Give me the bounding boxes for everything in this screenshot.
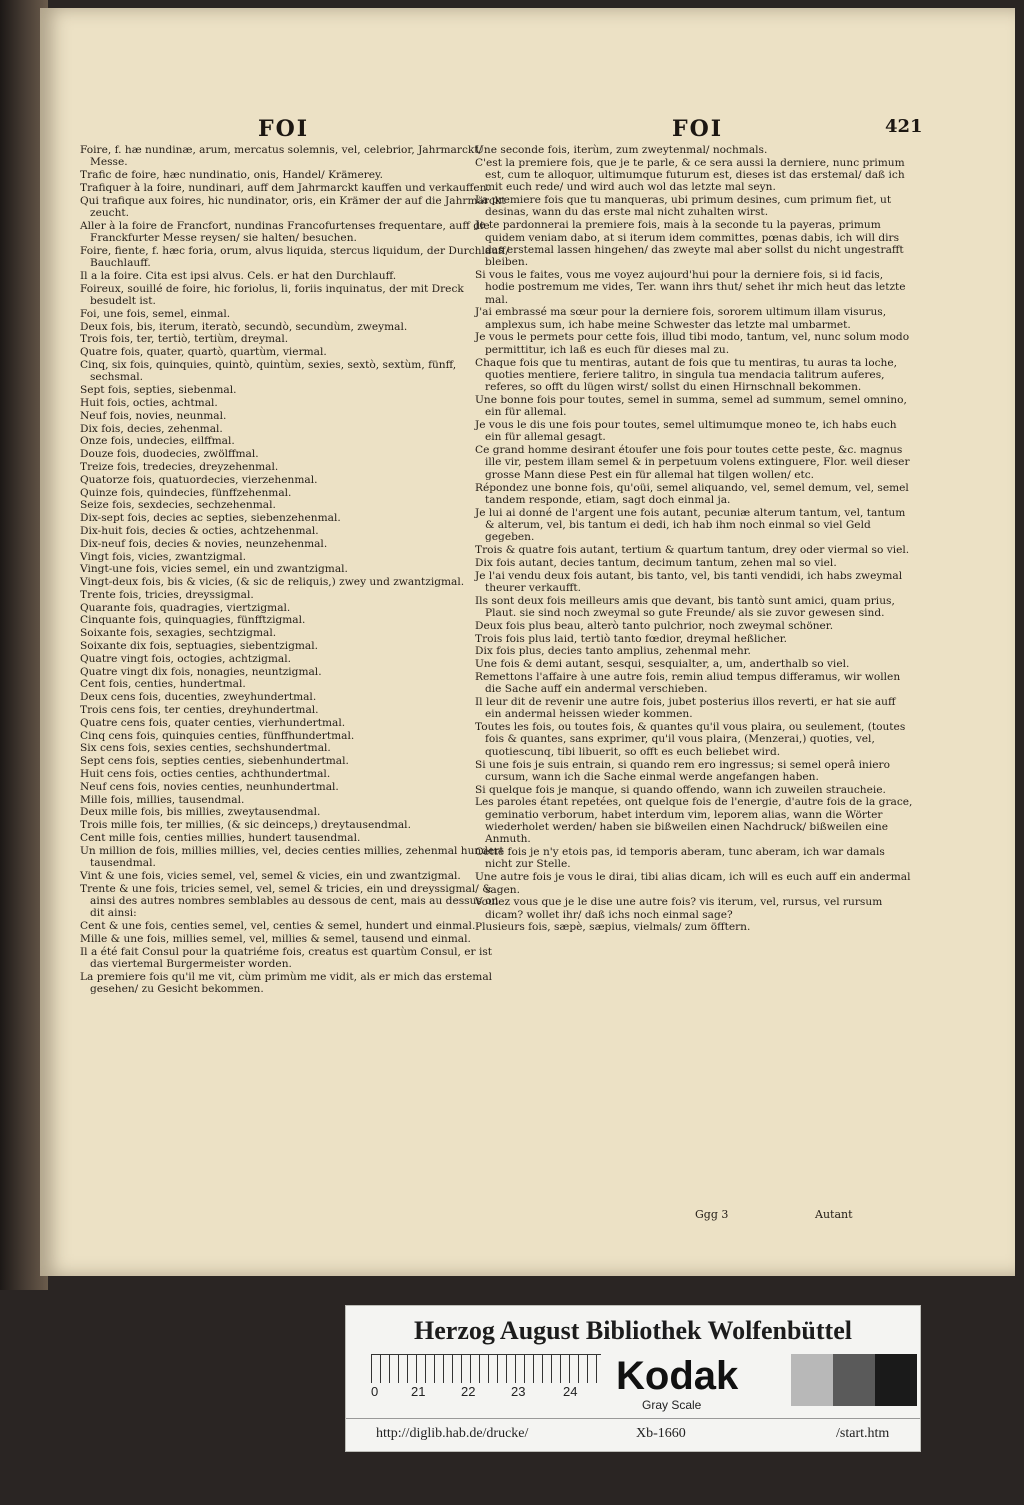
dictionary-entry: Douze fois, duodecies, zwölffmal. <box>80 448 259 461</box>
dictionary-entry: La premiere fois que tu manqueras, ubi primum desines, cum primum fiet, ut desinas, wann du das erste mal nicht zuhalten wirst. <box>475 194 892 219</box>
ruler-number: 0 <box>371 1384 379 1399</box>
dictionary-entry: Huit fois, octies, achtmal. <box>80 396 218 409</box>
dictionary-entry: Foireux, souillé de foire, hic foriolus, li, foriis inquinatus, der mit Dreck besudelt ist. <box>80 282 464 308</box>
dictionary-entry: Ils sont deux fois meilleurs amis que devant, bis tantò sunt amici, quam prius, Plaut. sie sind noch zweymal so gute Freunde/ als sie zuvor gewesen sind. <box>475 594 895 619</box>
dictionary-entry: Vingt-deux fois, bis & vicies, (& sic de reliquis,) zwey und zwantzigmal. <box>80 576 465 589</box>
gray-scale-label: Gray Scale <box>642 1398 702 1412</box>
dictionary-entry: Dix fois plus, decies tanto amplius, zehenmal mehr. <box>475 645 751 658</box>
dictionary-entry: Toutes les fois, ou toutes fois, & quantes qu'il vous plaira, ou seulement, (toutes fois & quantes, sans exprimer, qu'il vous plaira, (Menzerai,) quoties, vel, quotiescunq, tibi libuerit, so offt es euch beliebet wird. <box>475 721 906 758</box>
dictionary-entry: Plusieurs fois, sæpè, sæpius, vielmals/ zum öfftern. <box>475 921 751 934</box>
dictionary-entry: Soixante dix fois, septuagies, siebentzigmal. <box>80 640 318 653</box>
page-number: 421 <box>885 116 923 137</box>
dictionary-entry: Je vous le permets pour cette fois, illud tibi modo, tantum, vel, nunc solum modo permittitur, ich laß es euch für dieses mal zu. <box>475 331 910 356</box>
ruler-ticks <box>371 1355 601 1383</box>
dictionary-entry: Neuf fois, novies, neunmal. <box>80 409 227 422</box>
dictionary-entry: Six cens fois, sexies centies, sechshundertmal. <box>80 742 331 755</box>
ruler-number: 24 <box>563 1384 578 1399</box>
dictionary-entry: Trafic de foire, hæc nundinatio, onis, Handel/ Krämerey. <box>80 169 384 182</box>
dictionary-entry: Cent fois, centies, hundertmal. <box>80 678 246 691</box>
dictionary-entry: J'ai embrassé ma sœur pour la derniere fois, sororem ultimum illam visurus, amplexus sum, ich habe meine Schwester das letzte mal umbarmet. <box>475 306 887 331</box>
dictionary-entry: Huit cens fois, octies centies, achthundertmal. <box>80 768 331 781</box>
ruler-number: 22 <box>461 1384 476 1399</box>
dictionary-entry: Foire, fiente, f. hæc foria, orum, alvus liquida, stercus liquidum, der Durchlauff/ Bauchlauff. <box>80 244 510 270</box>
dictionary-entry: Quatorze fois, quatuordecies, vierzehenmal. <box>80 473 318 486</box>
dictionary-entry: Dix-neuf fois, decies & novies, neunzehenmal. <box>80 537 328 550</box>
library-title: Herzog August Bibliothek Wolfenbüttel <box>414 1316 852 1345</box>
dictionary-entry: Il a été fait Consul pour la quatriéme fois, creatus est quartùm Consul, er ist das viertemal Burgermeister worden. <box>80 945 493 970</box>
dictionary-entry: Trafiquer à la foire, nundinari, auff dem Jahrmarckt kauffen und verkauffen. <box>80 181 490 194</box>
catchword: Autant <box>815 1208 853 1221</box>
dictionary-entry: Foire, f. hæ nundinæ, arum, mercatus solemnis, vel, celebrior, Jahrmarckt/ Messe. <box>80 144 483 169</box>
dictionary-entry: Soixante fois, sexagies, sechtzigmal. <box>80 627 277 640</box>
dictionary-entry: Ce grand homme desirant étoufer une fois pour toutes cette peste, &c. magnus ille vir, pestem illam semel & in perpetuum volens extinguere, Flor. weil dieser grosse Mann diese Pest ein für allemal hat tilgen wollen/ etc. <box>475 444 910 481</box>
gray-swatch-light <box>791 1354 833 1406</box>
dictionary-entry: Sept cens fois, septies centies, siebenhundertmal. <box>80 755 349 768</box>
dictionary-entry: Une fois & demi autant, sesqui, sesquialter, a, um, anderthalb so viel. <box>475 658 850 671</box>
running-head-right: FOI <box>672 116 724 142</box>
card-divider <box>346 1418 920 1419</box>
dictionary-entry: Remettons l'affaire à une autre fois, remin aliud tempus differamus, wir wollen die Sache auff ein andermal verschieben. <box>475 670 901 696</box>
left-column <box>80 144 510 996</box>
dictionary-entry: Répondez une bonne fois, qu'oüi, semel aliquando, vel, semel demum, vel, semel tandem responde, etiam, sagt doch einmal ja. <box>475 481 909 506</box>
right-column <box>475 144 915 934</box>
dictionary-entry: Quatre vingt dix fois, nonagies, neuntzigmal. <box>80 665 322 678</box>
dictionary-entry: Cinquante fois, quinquagies, fünfftzigmal. <box>80 614 306 627</box>
shelfmark: Xb-1660 <box>636 1426 686 1441</box>
dictionary-entry: Si quelque fois je manque, si quando offendo, wann ich zuweilen straucheie. <box>475 783 886 796</box>
dictionary-entry: C'est la premiere fois, que je te parle, & ce sera aussi la derniere, nunc primum est, cum te alloquor, ultimumque futurum est, dieses ist das erstemal/ daß ich mit euch rede/ und wird auch wol das letzte mal seyn. <box>475 156 905 194</box>
signature-mark: Ggg 3 <box>695 1208 729 1221</box>
dictionary-entry: Sept fois, septies, siebenmal. <box>80 384 237 397</box>
dictionary-entry: Mille fois, millies, tausendmal. <box>80 793 245 806</box>
dictionary-entry: Dix fois, decies, zehenmal. <box>80 422 223 435</box>
ruler-number: 23 <box>511 1384 526 1399</box>
dictionary-entry: La premiere fois qu'il me vit, cùm primùm me vidit, als er mich das erstemal gesehen/ zu Gesicht bekommen. <box>80 970 493 996</box>
dictionary-entry: Trois fois plus laid, tertiò tanto fœdior, dreymal heßlicher. <box>475 632 788 645</box>
dictionary-entry: Une autre fois je vous le dirai, tibi alias dicam, ich will es euch auff ein andermal sagen. <box>475 871 911 896</box>
dictionary-entry: Qui trafique aux foires, hic nundinator, oris, ein Krämer der auf die Jahrmärckt zeucht. <box>80 194 506 219</box>
dictionary-entry: Cent mille fois, centies millies, hundert tausendmal. <box>80 832 361 845</box>
document-page <box>40 8 1015 1276</box>
dictionary-entry: Si vous le faites, vous me voyez aujourd'hui pour la derniere fois, si id facis, hodie postremum me vides, Ter. wann ihrs thut/ sehet ihr mich heut das letzte mal. <box>475 268 906 306</box>
dictionary-entry: Cette fois je n'y etois pas, id temporis aberam, tunc aberam, ich war damals nicht zur Stelle. <box>475 846 885 871</box>
dictionary-entry: Deux cens fois, ducenties, zweyhundertmal. <box>80 691 317 704</box>
dictionary-entry: Trois cens fois, ter centies, dreyhundertmal. <box>80 704 319 717</box>
dictionary-entry: Trois mille fois, ter millies, (& sic deinceps,) dreytausendmal. <box>80 819 411 832</box>
kodak-logo: Kodak <box>616 1354 739 1398</box>
ruler-number: 21 <box>411 1384 426 1399</box>
dictionary-entry: Seize fois, sexdecies, sechzehenmal. <box>80 499 276 512</box>
dictionary-entry: Dix fois autant, decies tantum, decimum tantum, zehen mal so viel. <box>475 556 837 569</box>
dictionary-entry: Vingt-une fois, vicies semel, ein und zwantzigmal. <box>80 563 348 576</box>
scale-ruler <box>371 1354 601 1399</box>
dictionary-entry: Si une fois je suis entrain, si quando rem ero ingressus; si semel operâ iniero cursum, wann ich die Sache einmal werde angefangen haben. <box>475 758 890 783</box>
dictionary-entry: Cent & une fois, centies semel, vel, centies & semel, hundert und einmal. <box>80 920 476 933</box>
dictionary-entry: Aller à la foire de Francfort, nundinas Francofurtenses frequentare, auff die Franckfurter Messe reysen/ sie halten/ besuchen. <box>80 219 490 245</box>
dictionary-entry: Quatre vingt fois, octogies, achtzigmal. <box>80 652 291 665</box>
dictionary-entry: Neuf cens fois, novies centies, neunhundertmal. <box>80 780 339 793</box>
dictionary-entry: Les paroles étant repetées, ont quelque fois de l'energie, d'autre fois de la grace, geminatio verborum, habet interdum vim, leporem alias, wann die Wörter wiederholet werden/ haben sie bißweilen einen Nachdruck/ bißweilen eine Anmuth. <box>475 796 913 846</box>
dictionary-entry: Trente fois, tricies, dreyssigmal. <box>80 588 254 601</box>
library-card <box>345 1305 921 1452</box>
url-suffix: /start.htm <box>836 1426 890 1441</box>
dictionary-entry: Deux fois, bis, iterum, iteratò, secundò, secundùm, zweymal. <box>80 320 408 333</box>
dictionary-entry: Je te pardonnerai la premiere fois, mais à la seconde tu la payeras, primum quidem veniam dabo, at si iterum idem committes, pœnas dabis, ich will dirs das erstemal lassen hingehen/ das zweyte mal aber sollst du nicht ungestrafft bleiben. <box>475 219 904 269</box>
dictionary-entry: Foi, une fois, semel, einmal. <box>80 307 231 320</box>
dictionary-entry: Onze fois, undecies, eilffmal. <box>80 435 235 448</box>
dictionary-entry: Je l'ai vendu deux fois autant, bis tanto, vel, bis tanti vendidi, ich habs zweymal theurer verkaufft. <box>475 569 903 594</box>
dictionary-entry: Cinq, six fois, quinquies, quintò, quintùm, sexies, sextò, sextùm, fünff, sechsmal. <box>80 359 457 384</box>
dictionary-entry: Quinze fois, quindecies, fünffzehenmal. <box>80 486 292 499</box>
dictionary-entry: Chaque fois que tu mentiras, autant de fois que tu mentiras, tu auras ta loche, quoties mentiere, feriere talitro, in singula tua mendacia talitrum auferes, referes, so offt du lügen wirst/ sollst du einen Hirnschnall bekommen. <box>475 356 897 394</box>
dictionary-entry: Deux mille fois, bis millies, zweytausendmal. <box>80 806 321 819</box>
gray-swatch-dark <box>875 1354 917 1406</box>
dictionary-entry: Deux fois plus beau, alterò tanto pulchrior, noch zweymal schöner. <box>475 619 834 632</box>
dictionary-entry: Trois fois, ter, tertiò, tertiùm, dreymal. <box>80 333 289 346</box>
dictionary-entry: Un million de fois, millies millies, vel, decies centies millies, zehenmal hundert tausendmal. <box>80 844 504 870</box>
gray-swatch-mid <box>833 1354 875 1406</box>
dictionary-entry: Cinq cens fois, quinquies centies, fünffhundertmal. <box>80 729 355 742</box>
dictionary-entry: Dix-huit fois, decies & octies, achtzehenmal. <box>80 524 319 537</box>
dictionary-entry: Il a la foire. Cita est ipsi alvus. Cels. er hat den Durchlauff. <box>80 269 397 282</box>
dictionary-entry: Treize fois, tredecies, dreyzehenmal. <box>80 460 279 473</box>
dictionary-entry: Trois & quatre fois autant, tertium & quartum tantum, drey oder viermal so viel. <box>475 544 910 556</box>
digital-library-url[interactable]: http://diglib.hab.de/drucke/ <box>376 1426 529 1441</box>
dictionary-entry: Quarante fois, quadragies, viertzigmal. <box>80 601 291 614</box>
dictionary-entry: Il leur dit de revenir une autre fois, jubet posterius illos reverti, er hat sie auff ein andermal heissen wieder kommen. <box>475 696 896 721</box>
dictionary-entry: Mille & une fois, millies semel, vel, millies & semel, tausend und einmal. <box>80 932 471 945</box>
dictionary-entry: Vingt fois, vicies, zwantzigmal. <box>80 550 246 563</box>
dictionary-entry: Trente & une fois, tricies semel, vel, semel & tricies, ein und dreyssigmal/ & ainsi des autres nombres semblables au dessous de cent, mais au dessus on dit ainsi: <box>80 882 499 920</box>
dictionary-entry: Je vous le dis une fois pour toutes, semel ultimumque moneo te, ich habs euch ein für allemal gesagt. <box>475 419 897 444</box>
dictionary-entry: Une seconde fois, iterùm, zum zweytenmal/ nochmals. <box>475 144 768 156</box>
running-head-left: FOI <box>258 116 310 142</box>
dictionary-entry: Une bonne fois pour toutes, semel in summa, semel ad summum, semel omnino, ein für allemal. <box>475 393 907 419</box>
dictionary-entry: Quatre fois, quater, quartò, quartùm, viermal. <box>80 346 327 359</box>
dictionary-entry: Je lui ai donné de l'argent une fois autant, pecuniæ alterum tantum, vel, tantum & alterum, vel, bis tantum ei dedi, ich hab ihm noch einmal so viel Geld gegeben. <box>475 506 906 544</box>
dictionary-entry: Quatre cens fois, quater centies, vierhundertmal. <box>80 716 346 729</box>
dictionary-entry: Voulez vous que je le dise une autre fois? vis iterum, vel, rursus, vel rursum dicam? wollet ihr/ daß ichs noch einmal sage? <box>475 896 883 921</box>
dictionary-entry: Vint & une fois, vicies semel, vel, semel & vicies, ein und zwantzigmal. <box>80 869 461 882</box>
dictionary-entry: Dix-sept fois, decies ac septies, siebenzehenmal. <box>80 512 341 525</box>
